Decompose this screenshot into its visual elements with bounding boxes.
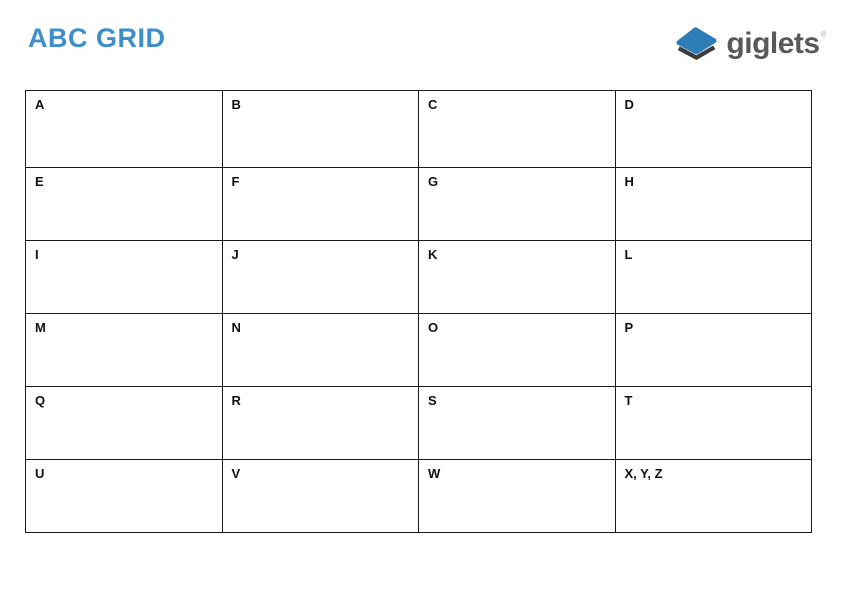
giglets-logo-icon	[674, 24, 719, 65]
grid-row	[26, 314, 812, 387]
grid-cell-h: H	[615, 168, 812, 241]
grid-cell-j: J	[222, 241, 419, 314]
grid-cell-xyz: X, Y, Z	[615, 460, 812, 533]
grid-cell-q: Q	[26, 387, 223, 460]
grid-cell-n: N	[222, 314, 419, 387]
grid-cell-i: I	[26, 241, 223, 314]
grid-cell-o: O	[419, 314, 616, 387]
page-title: ABC GRID	[28, 23, 166, 53]
grid-cell-p: P	[615, 314, 812, 387]
grid-cell-e: E	[26, 168, 223, 241]
giglets-logo	[674, 22, 825, 65]
grid-cell-t: T	[615, 387, 812, 460]
grid-row	[26, 460, 812, 533]
grid-row	[26, 168, 812, 241]
grid-cell-a: A	[26, 91, 223, 168]
grid-cell-f: F	[222, 168, 419, 241]
grid-cell-s: S	[419, 387, 616, 460]
grid-cell-v: V	[222, 460, 419, 533]
grid-cell-r: R	[222, 387, 419, 460]
grid-row	[26, 241, 812, 314]
grid-cell-m: M	[26, 314, 223, 387]
grid-cell-d: D	[615, 91, 812, 168]
grid-cell-l: L	[615, 241, 812, 314]
grid-cell-g: G	[419, 168, 616, 241]
registered-mark: ®	[820, 29, 826, 39]
grid-row	[26, 91, 812, 168]
grid-cell-k: K	[419, 241, 616, 314]
grid-cell-u: U	[26, 460, 223, 533]
brand-name	[726, 26, 826, 60]
grid-cell-c: C	[419, 91, 616, 168]
grid-cell-w: W	[419, 460, 616, 533]
abc-grid-table	[25, 90, 812, 533]
brand-name-text: giglets	[726, 26, 820, 60]
grid-row	[26, 387, 812, 460]
grid-cell-b: B	[222, 91, 419, 168]
